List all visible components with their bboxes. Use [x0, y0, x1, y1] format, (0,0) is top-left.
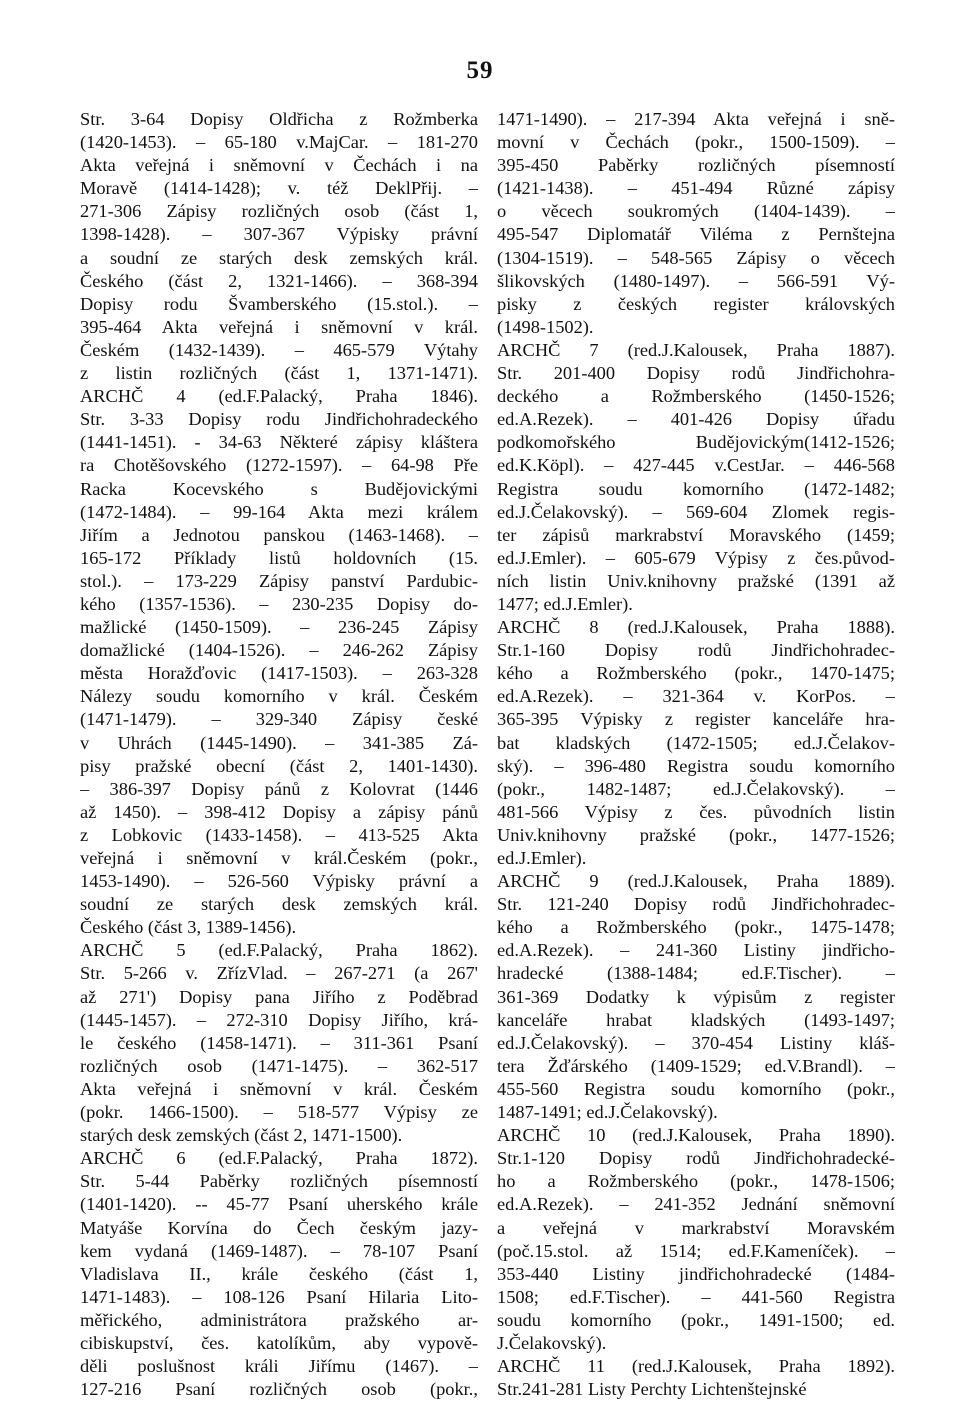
- text-line: Racka Kocevského s Budějovickými: [80, 478, 478, 499]
- text-line: J.Čelakovský).: [497, 1332, 607, 1353]
- text-line: (1420-1453). – 65-180 v.MajCar. – 181-270: [80, 132, 478, 153]
- text-line: cibiskupství, čes. katolíkům, aby vypově-: [80, 1332, 478, 1353]
- text-line: Str. 201-400 Dopisy rodů Jindřichohra-: [497, 363, 895, 384]
- text-line: šlikovských (1480-1497). – 566-591 Vý-: [497, 270, 895, 291]
- text-line: Univ.knihovny pražské (pokr., 1477-1526;: [497, 824, 895, 845]
- text-line: veřejná i sněmovní v král.Českém (pokr.,: [80, 848, 478, 868]
- text-line: z listin rozličných (část 1, 1371-1471).: [80, 363, 478, 384]
- text-line: ra Chotěšovského (1272-1597). – 64-98 Pře: [80, 455, 478, 476]
- text-line: Str. 3-64 Dopisy Oldřicha z Rožmberka: [80, 109, 478, 129]
- right-text-column: [497, 108, 895, 1401]
- text-line: kého (1357-1536). – 230-235 Dopisy do-: [80, 593, 478, 614]
- text-line: kého a Rožmberského (pokr., 1470-1475;: [497, 663, 895, 684]
- text-line: Českého (část 2, 1321-1466). – 368-394: [80, 270, 478, 291]
- text-line: stol.). – 173-229 Zápisy panství Pardubic-: [80, 570, 478, 591]
- text-line: (poč.15.stol. až 1514; ed.F.Kameníček). –: [497, 1240, 895, 1261]
- text-line: (1472-1484). – 99-164 Akta mezi králem: [80, 501, 478, 522]
- text-line: (1401-1420). -- 45-77 Psaní uherského krále: [80, 1194, 478, 1215]
- text-line: (1471-1479). – 329-340 Zápisy české: [80, 709, 478, 730]
- text-line: ed.J.Emler). – 605-679 Výpisy z čes.původ-: [497, 547, 895, 568]
- text-line: soudu komorního (pokr., 1491-1500; ed.: [497, 1309, 895, 1330]
- text-line: kem vydaná (1469-1487). – 78-107 Psaní: [80, 1240, 478, 1261]
- text-line: (1421-1438). – 451-494 Různé zápisy: [497, 178, 895, 199]
- text-line: kanceláře hrabat kladských (1493-1497;: [497, 1009, 895, 1030]
- text-line: 1487-1491; ed.J.Čelakovský).: [497, 1102, 718, 1123]
- text-line: až 271') Dopisy pana Jiřího z Poděbrad: [80, 986, 478, 1007]
- text-line: Str.1-160 Dopisy rodů Jindřichohradec-: [497, 640, 895, 661]
- text-line: rozličných osob (1471-1475). – 362-517: [80, 1055, 478, 1076]
- text-line: a veřejná v markrabství Moravském: [497, 1217, 895, 1238]
- text-line: 361-369 Dodatky k výpisům z register: [497, 986, 895, 1007]
- text-line: 165-172 Příklady listů holdovních (15.: [80, 547, 478, 568]
- text-line: 271-306 Zápisy rozličných osob (část 1,: [80, 201, 478, 222]
- text-line: ARCHČ 7 (red.J.Kalousek, Praha 1887).: [497, 339, 895, 360]
- text-line: (1445-1457). – 272-310 Dopisy Jiřího, krá-: [80, 1009, 478, 1030]
- text-line: z Lobkovic (1433-1458). – 413-525 Akta: [80, 824, 478, 845]
- text-line: ský). – 396-480 Registra soudu komorního: [497, 755, 895, 776]
- text-line: 353-440 Listiny jindřichohradecké (1484-: [497, 1263, 895, 1284]
- text-line: 1471-1490). – 217-394 Akta veřejná i sně-: [497, 109, 895, 129]
- text-line: měřického, administrátora pražského ar-: [80, 1309, 478, 1330]
- text-line: (1498-1502).: [497, 316, 594, 337]
- text-line: ed.A.Rezek). – 321-364 v. KorPos. –: [497, 686, 895, 707]
- text-line: Českém (1432-1439). – 465-579 Výtahy: [80, 339, 478, 360]
- text-line: le českého (1458-1471). – 311-361 Psaní: [80, 1032, 478, 1053]
- text-line: starých desk zemských (část 2, 1471-1500).: [80, 1125, 403, 1146]
- text-line: 1477; ed.J.Emler).: [497, 593, 633, 614]
- text-line: deckého a Rožmberského (1450-1526;: [497, 386, 895, 407]
- text-line: Dopisy rodu Švamberského (15.stol.). –: [80, 293, 478, 314]
- text-line: (1304-1519). – 548-565 Zápisy o věcech: [497, 247, 895, 268]
- text-line: 1508; ed.F.Tischer). – 441-560 Registra: [497, 1286, 895, 1307]
- text-line: Str. 3-33 Dopisy rodu Jindřichohradeckého: [80, 409, 478, 430]
- text-line: pisky z českých register královských: [497, 293, 895, 314]
- text-line: ter zápisů markrabství Moravského (1459;: [497, 524, 895, 545]
- text-line: (1441-1451). - 34-63 Některé zápisy kláštera: [80, 432, 478, 453]
- text-line: v Uhrách (1445-1490). – 341-385 Zá-: [80, 732, 478, 753]
- text-line: Akta veřejná i sněmovní v Čechách i na: [80, 155, 478, 176]
- text-line: Akta veřejná i sněmovní v král. Českém: [80, 1078, 478, 1099]
- text-line: pisy pražské obecní (část 2, 1401-1430).: [80, 755, 478, 776]
- text-line: Českého (část 3, 1389-1456).: [80, 917, 297, 938]
- text-line: Jiřím a Jednotou panskou (1463-1468). –: [80, 524, 478, 545]
- text-line: ed.A.Rezek). – 401-426 Dopisy úřadu: [497, 409, 895, 430]
- text-line: ed.A.Rezek). – 241-360 Listiny jindřicho-: [497, 940, 895, 961]
- text-line: 1471-1483). – 108-126 Psaní Hilaria Lito-: [80, 1286, 478, 1307]
- text-line: movní v Čechách (pokr., 1500-1509). –: [497, 132, 895, 153]
- text-line: Str. 5-266 v. ZřízVlad. – 267-271 (a 267': [80, 963, 478, 984]
- text-line: ARCHČ 9 (red.J.Kalousek, Praha 1889).: [497, 871, 895, 892]
- text-line: ARCHČ 5 (ed.F.Palacký, Praha 1862).: [80, 940, 478, 961]
- text-line: ARCHČ 8 (red.J.Kalousek, Praha 1888).: [497, 617, 895, 638]
- text-line: a soudní ze starých desk zemských král.: [80, 247, 478, 268]
- text-line: města Horažďovic (1417-1503). – 263-328: [80, 663, 478, 684]
- text-line: 127-216 Psaní rozličných osob (pokr.,: [80, 1379, 478, 1400]
- text-line: Str.1-120 Dopisy rodů Jindřichohradecké-: [497, 1148, 895, 1169]
- text-line: 395-464 Akta veřejná i sněmovní v král.: [80, 316, 478, 337]
- text-line: domažlické (1404-1526). – 246-262 Zápisy: [80, 640, 478, 661]
- text-line: ed.J.Čelakovský). – 370-454 Listiny kláš-: [497, 1032, 895, 1053]
- text-line: 1453-1490). – 526-560 Výpisky právní a: [80, 871, 478, 892]
- text-line: o věcech soukromých (1404-1439). –: [497, 201, 895, 222]
- text-line: Str. 121-240 Dopisy rodů Jindřichohradec-: [497, 894, 895, 915]
- text-line: soudní ze starých desk zemských král.: [80, 894, 478, 915]
- text-line: Str.241-281 Listy Perchty Lichtenštejnské: [497, 1379, 807, 1400]
- text-line: bat kladských (1472-1505; ed.J.Čelakov-: [497, 732, 895, 753]
- text-line: ed.J.Čelakovský). – 569-604 Zlomek regis-: [497, 501, 895, 522]
- text-line: ed.A.Rezek). – 241-352 Jednání sněmovní: [497, 1194, 895, 1215]
- text-line: kého a Rožmberského (pokr., 1475-1478;: [497, 917, 895, 938]
- text-line: tera Žďárského (1409-1529; ed.V.Brandl). –: [497, 1055, 895, 1076]
- page-number: 59: [466, 57, 494, 84]
- text-line: Registra soudu komorního (1472-1482;: [497, 478, 895, 499]
- text-line: 495-547 Diplomatář Viléma z Pernštejna: [497, 224, 895, 245]
- text-line: Vladislava II., krále českého (část 1,: [80, 1263, 478, 1284]
- text-line: ho a Rožmberského (pokr., 1478-1506;: [497, 1171, 895, 1192]
- left-text-column: [80, 108, 478, 1401]
- text-line: ed.K.Köpl). – 427-445 v.CestJar. – 446-568: [497, 455, 895, 476]
- text-line: 365-395 Výpisky z register kanceláře hra-: [497, 709, 895, 730]
- text-line: 481-566 Výpisy z čes. původních listin: [497, 801, 895, 822]
- text-line: 455-560 Registra soudu komorního (pokr.,: [497, 1078, 895, 1099]
- text-line: Nálezy soudu komorního v král. Českém: [80, 686, 478, 707]
- text-line: mažlické (1450-1509). – 236-245 Zápisy: [80, 617, 478, 638]
- text-line: (pokr. 1466-1500). – 518-577 Výpisy ze: [80, 1102, 478, 1123]
- text-line: Matyáše Korvína do Čech českým jazy-: [80, 1217, 478, 1238]
- text-line: děli poslušnost králi Jiřímu (1467). –: [80, 1356, 478, 1377]
- text-line: ARCHČ 10 (red.J.Kalousek, Praha 1890).: [497, 1125, 895, 1146]
- text-line: 395-450 Paběrky rozličných písemností: [497, 155, 895, 176]
- text-line: ARCHČ 6 (ed.F.Palacký, Praha 1872).: [80, 1148, 478, 1169]
- text-line: ARCHČ 11 (red.J.Kalousek, Praha 1892).: [497, 1356, 895, 1377]
- text-line: Moravě (1414-1428); v. též DeklPřij. –: [80, 178, 478, 199]
- text-line: až 1450). – 398-412 Dopisy a zápisy pánů: [80, 801, 478, 822]
- text-line: 1398-1428). – 307-367 Výpisky právní: [80, 224, 478, 245]
- text-line: ed.J.Emler).: [497, 848, 587, 868]
- text-line: ních listin Univ.knihovny pražské (1391 až: [497, 570, 895, 591]
- text-line: (pokr., 1482-1487; ed.J.Čelakovský). –: [497, 778, 895, 799]
- text-line: hradecké (1388-1484; ed.F.Tischer). –: [497, 963, 895, 984]
- text-line: Str. 5-44 Paběrky rozličných písemností: [80, 1171, 478, 1192]
- text-line: ARCHČ 4 (ed.F.Palacký, Praha 1846).: [80, 386, 478, 407]
- text-line: – 386-397 Dopisy pánů z Kolovrat (1446: [80, 778, 478, 799]
- text-line: podkomořského Budějovickým(1412-1526;: [497, 432, 895, 453]
